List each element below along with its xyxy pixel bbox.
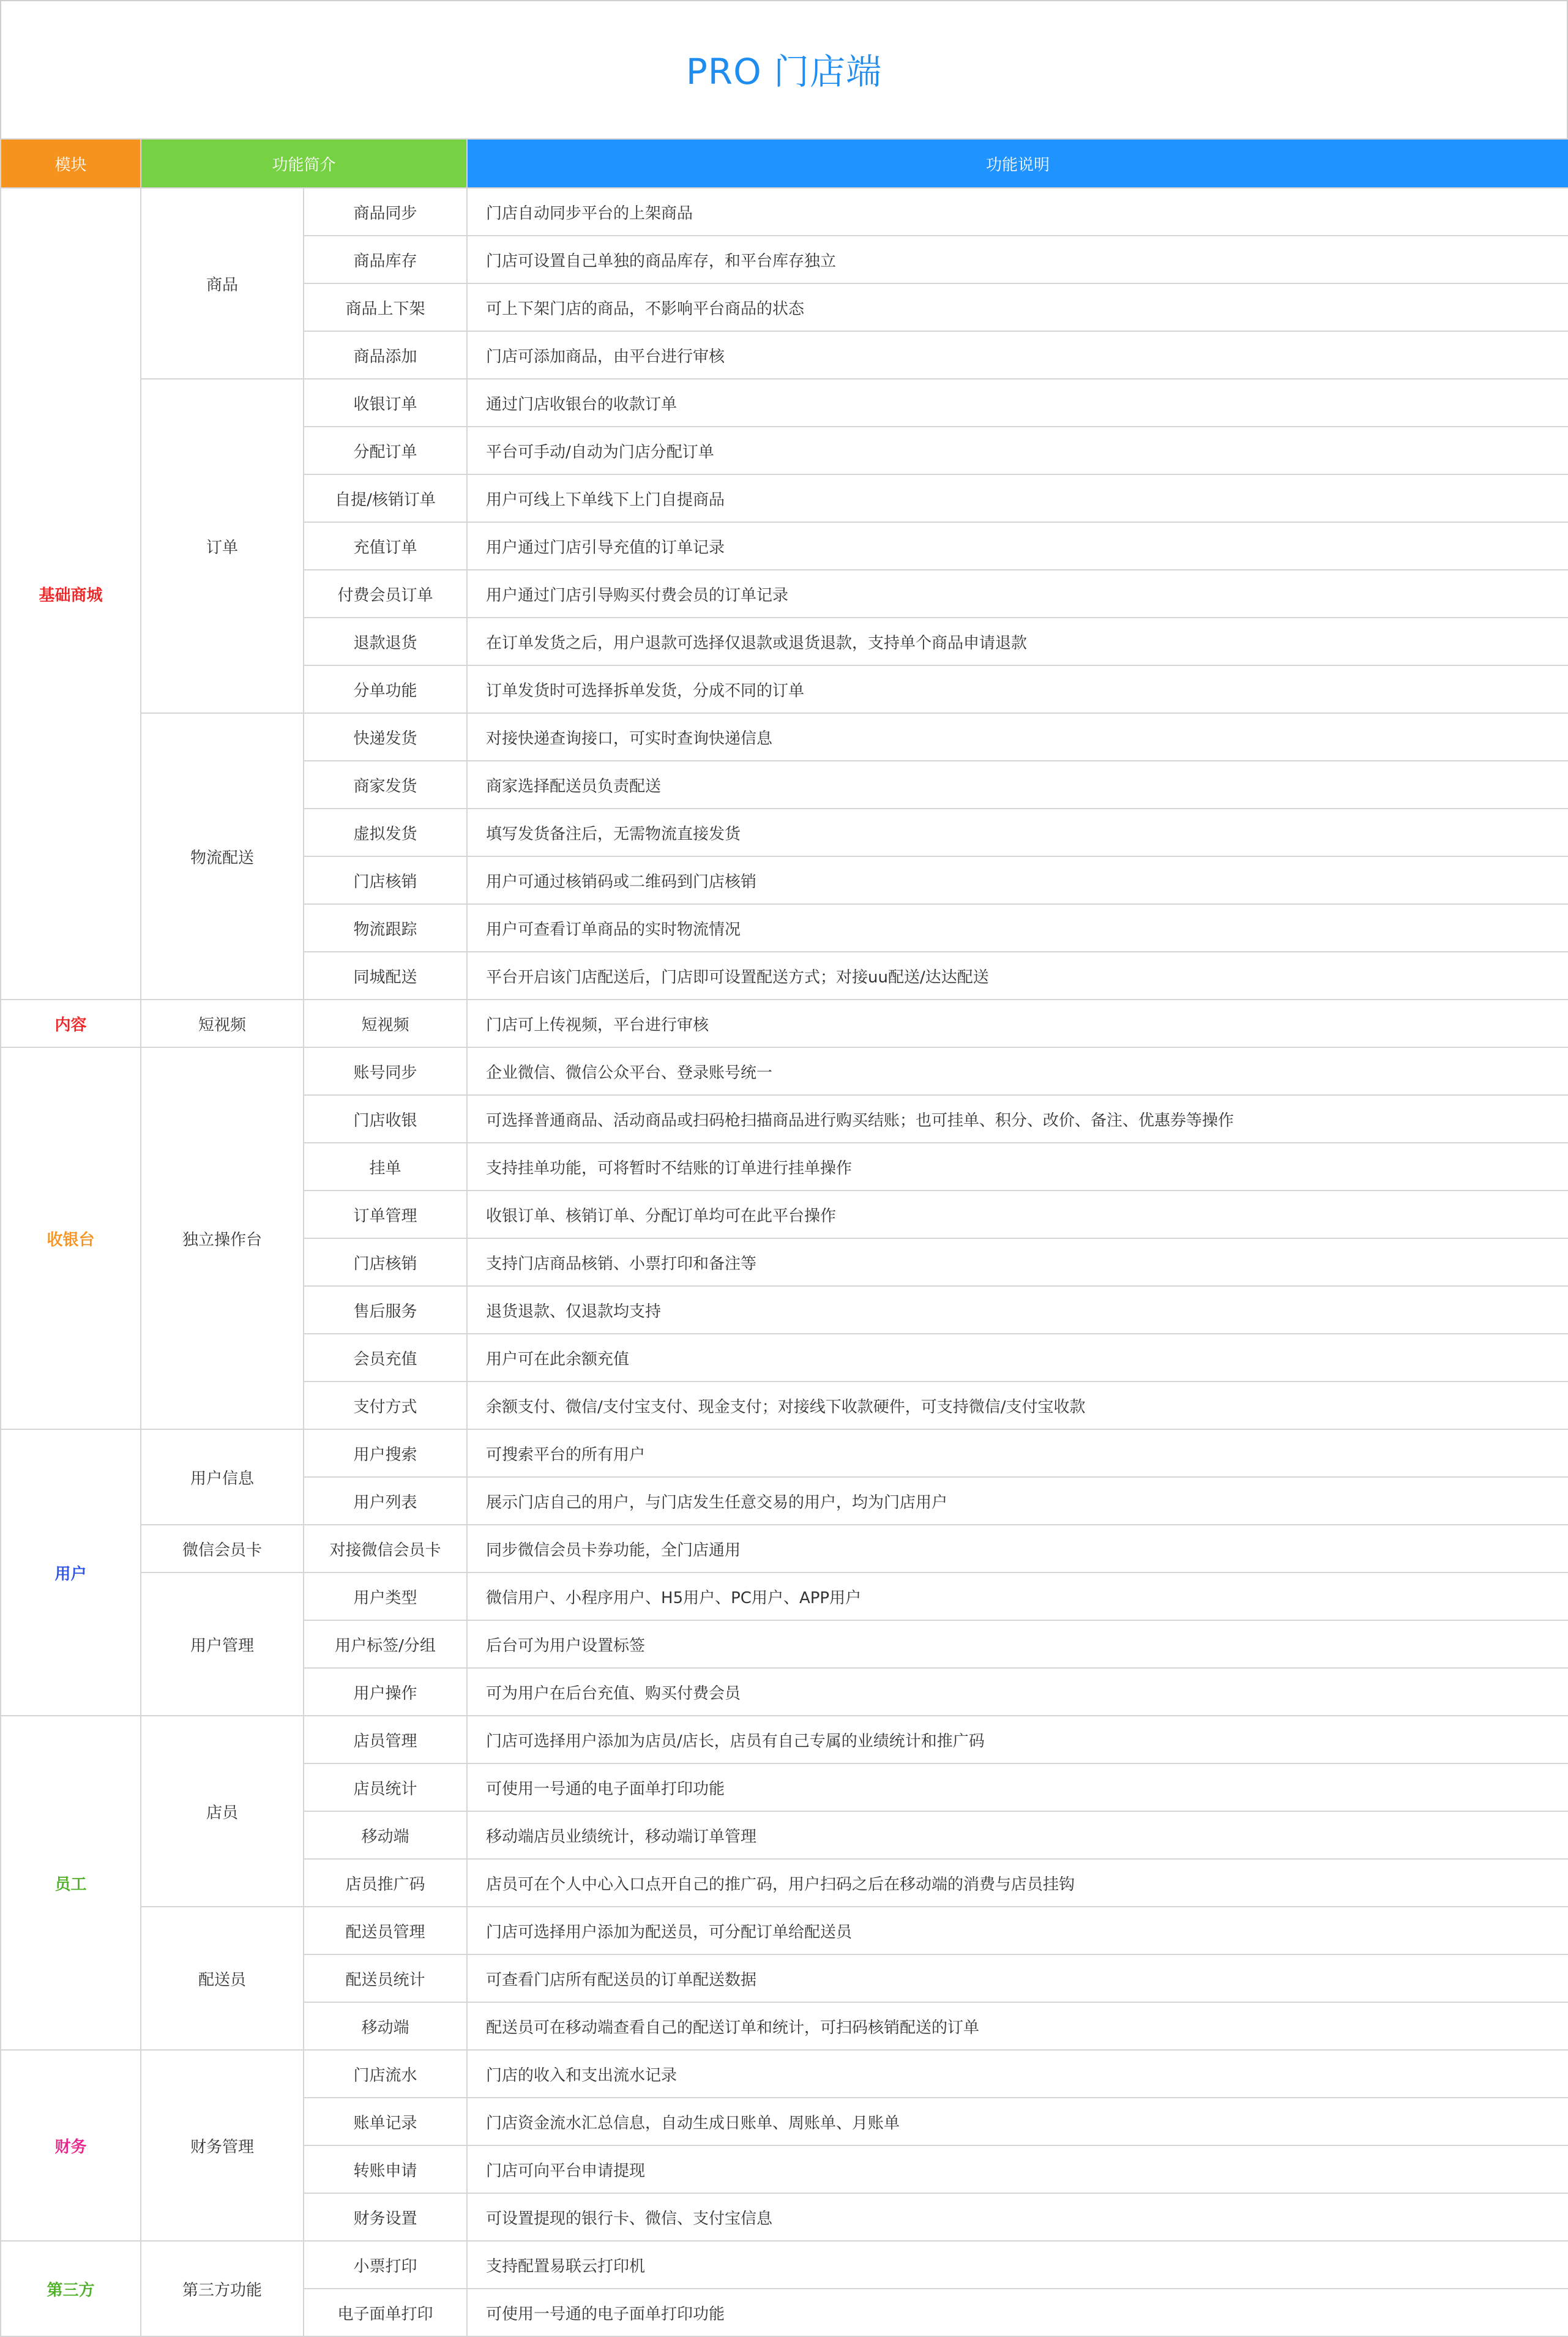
feature-cell: 移动端 xyxy=(304,1811,467,1859)
table-row xyxy=(1,1429,1568,1477)
module-cell: 用户 xyxy=(1,1429,141,1716)
feature-cell: 商品添加 xyxy=(304,331,467,379)
feature-cell: 店员统计 xyxy=(304,1763,467,1811)
description-cell: 同步微信会员卡券功能，全门店通用 xyxy=(467,1525,1568,1572)
feature-cell: 用户标签/分组 xyxy=(304,1620,467,1668)
feature-cell: 挂单 xyxy=(304,1143,467,1191)
table-row xyxy=(1,713,1568,761)
header-module: 模块 xyxy=(1,139,141,188)
description-cell: 门店可选择用户添加为店员/店长，店员有自己专属的业绩统计和推广码 xyxy=(467,1716,1568,1763)
feature-cell: 门店流水 xyxy=(304,2050,467,2098)
feature-cell: 同城配送 xyxy=(304,952,467,1000)
feature-cell: 财务设置 xyxy=(304,2193,467,2241)
feature-cell: 充值订单 xyxy=(304,522,467,570)
header-brief: 功能简介 xyxy=(141,139,467,188)
feature-cell: 用户列表 xyxy=(304,1477,467,1525)
feature-cell: 短视频 xyxy=(304,1000,467,1047)
module-cell: 内容 xyxy=(1,1000,141,1047)
category-cell: 短视频 xyxy=(141,1000,304,1047)
category-cell: 配送员 xyxy=(141,1907,304,2050)
description-cell: 门店的收入和支出流水记录 xyxy=(467,2050,1568,2098)
module-cell: 财务 xyxy=(1,2050,141,2241)
description-cell: 用户可在此余额充值 xyxy=(467,1334,1568,1382)
category-cell: 用户信息 xyxy=(141,1429,304,1525)
description-cell: 可使用一号通的电子面单打印功能 xyxy=(467,2289,1568,2336)
feature-cell: 虚拟发货 xyxy=(304,809,467,856)
title-banner xyxy=(0,0,1568,138)
feature-cell: 付费会员订单 xyxy=(304,570,467,618)
table-header-row xyxy=(1,139,1568,188)
module-cell: 第三方 xyxy=(1,2241,141,2336)
feature-cell: 用户类型 xyxy=(304,1572,467,1620)
table-row xyxy=(1,2050,1568,2098)
feature-cell: 转账申请 xyxy=(304,2145,467,2193)
category-cell: 商品 xyxy=(141,188,304,379)
description-cell: 收银订单、核销订单、分配订单均可在此平台操作 xyxy=(467,1191,1568,1238)
description-cell: 可使用一号通的电子面单打印功能 xyxy=(467,1763,1568,1811)
description-cell: 在订单发货之后，用户退款可选择仅退款或退货退款，支持单个商品申请退款 xyxy=(467,618,1568,665)
description-cell: 门店可向平台申请提现 xyxy=(467,2145,1568,2193)
category-cell: 第三方功能 xyxy=(141,2241,304,2336)
description-cell: 余额支付、微信/支付宝支付、现金支付；对接线下收款硬件，可支持微信/支付宝收款 xyxy=(467,1382,1568,1429)
feature-table xyxy=(0,138,1568,2337)
feature-cell: 分单功能 xyxy=(304,665,467,713)
description-cell: 移动端店员业绩统计，移动端订单管理 xyxy=(467,1811,1568,1859)
module-cell: 基础商城 xyxy=(1,188,141,1000)
description-cell: 支持挂单功能，可将暂时不结账的订单进行挂单操作 xyxy=(467,1143,1568,1191)
feature-cell: 售后服务 xyxy=(304,1286,467,1334)
feature-cell: 用户操作 xyxy=(304,1668,467,1716)
feature-cell: 分配订单 xyxy=(304,427,467,474)
category-cell: 物流配送 xyxy=(141,713,304,1000)
module-cell: 员工 xyxy=(1,1716,141,2050)
table-row xyxy=(1,1000,1568,1047)
table-row xyxy=(1,2241,1568,2289)
description-cell: 对接快递查询接口，可实时查询快递信息 xyxy=(467,713,1568,761)
feature-cell: 快递发货 xyxy=(304,713,467,761)
description-cell: 可为用户在后台充值、购买付费会员 xyxy=(467,1668,1568,1716)
feature-cell: 小票打印 xyxy=(304,2241,467,2289)
table-row xyxy=(1,1907,1568,1954)
header-desc: 功能说明 xyxy=(467,139,1568,188)
feature-cell: 商家发货 xyxy=(304,761,467,809)
description-cell: 展示门店自己的用户，与门店发生任意交易的用户，均为门店用户 xyxy=(467,1477,1568,1525)
description-cell: 平台可手动/自动为门店分配订单 xyxy=(467,427,1568,474)
description-cell: 门店可添加商品，由平台进行审核 xyxy=(467,331,1568,379)
description-cell: 配送员可在移动端查看自己的配送订单和统计，可扫码核销配送的订单 xyxy=(467,2002,1568,2050)
description-cell: 商家选择配送员负责配送 xyxy=(467,761,1568,809)
description-cell: 用户可线上下单线下上门自提商品 xyxy=(467,474,1568,522)
description-cell: 微信用户、小程序用户、H5用户、PC用户、APP用户 xyxy=(467,1572,1568,1620)
description-cell: 平台开启该门店配送后，门店即可设置配送方式；对接uu配送/达达配送 xyxy=(467,952,1568,1000)
feature-cell: 支付方式 xyxy=(304,1382,467,1429)
description-cell: 门店可上传视频，平台进行审核 xyxy=(467,1000,1568,1047)
description-cell: 门店可选择用户添加为配送员，可分配订单给配送员 xyxy=(467,1907,1568,1954)
table-row xyxy=(1,1525,1568,1572)
category-cell: 用户管理 xyxy=(141,1572,304,1716)
category-cell: 财务管理 xyxy=(141,2050,304,2241)
description-cell: 可选择普通商品、活动商品或扫码枪扫描商品进行购买结账；也可挂单、积分、改价、备注、优惠券等操作 xyxy=(467,1095,1568,1143)
description-cell: 门店自动同步平台的上架商品 xyxy=(467,188,1568,236)
feature-cell: 账号同步 xyxy=(304,1047,467,1095)
feature-cell: 商品同步 xyxy=(304,188,467,236)
feature-cell: 物流跟踪 xyxy=(304,904,467,952)
description-cell: 后台可为用户设置标签 xyxy=(467,1620,1568,1668)
description-cell: 支持门店商品核销、小票打印和备注等 xyxy=(467,1238,1568,1286)
description-cell: 可设置提现的银行卡、微信、支付宝信息 xyxy=(467,2193,1568,2241)
table-body xyxy=(1,188,1568,2336)
feature-cell: 退款退货 xyxy=(304,618,467,665)
feature-cell: 会员充值 xyxy=(304,1334,467,1382)
category-cell: 订单 xyxy=(141,379,304,713)
description-cell: 退货退款、仅退款均支持 xyxy=(467,1286,1568,1334)
description-cell: 门店资金流水汇总信息，自动生成日账单、周账单、月账单 xyxy=(467,2098,1568,2145)
description-cell: 用户可查看订单商品的实时物流情况 xyxy=(467,904,1568,952)
feature-cell: 店员推广码 xyxy=(304,1859,467,1907)
description-cell: 企业微信、微信公众平台、登录账号统一 xyxy=(467,1047,1568,1095)
feature-cell: 电子面单打印 xyxy=(304,2289,467,2336)
table-row xyxy=(1,379,1568,427)
description-cell: 门店可设置自己单独的商品库存，和平台库存独立 xyxy=(467,236,1568,283)
feature-cell: 门店收银 xyxy=(304,1095,467,1143)
feature-cell: 账单记录 xyxy=(304,2098,467,2145)
feature-cell: 商品库存 xyxy=(304,236,467,283)
page-title: PRO 门店端 xyxy=(685,51,883,92)
description-cell: 用户通过门店引导购买付费会员的订单记录 xyxy=(467,570,1568,618)
feature-cell: 自提/核销订单 xyxy=(304,474,467,522)
description-cell: 店员可在个人中心入口点开自己的推广码，用户扫码之后在移动端的消费与店员挂钩 xyxy=(467,1859,1568,1907)
feature-cell: 配送员统计 xyxy=(304,1954,467,2002)
description-cell: 用户通过门店引导充值的订单记录 xyxy=(467,522,1568,570)
category-cell: 微信会员卡 xyxy=(141,1525,304,1572)
table-row xyxy=(1,1047,1568,1095)
description-cell: 通过门店收银台的收款订单 xyxy=(467,379,1568,427)
feature-cell: 门店核销 xyxy=(304,856,467,904)
feature-cell: 收银订单 xyxy=(304,379,467,427)
description-cell: 用户可通过核销码或二维码到门店核销 xyxy=(467,856,1568,904)
feature-cell: 订单管理 xyxy=(304,1191,467,1238)
feature-cell: 配送员管理 xyxy=(304,1907,467,1954)
feature-cell: 用户搜索 xyxy=(304,1429,467,1477)
table-row xyxy=(1,188,1568,236)
category-cell: 独立操作台 xyxy=(141,1047,304,1429)
category-cell: 店员 xyxy=(141,1716,304,1907)
table-row xyxy=(1,1572,1568,1620)
description-cell: 可查看门店所有配送员的订单配送数据 xyxy=(467,1954,1568,2002)
description-cell: 可上下架门店的商品，不影响平台商品的状态 xyxy=(467,283,1568,331)
feature-cell: 商品上下架 xyxy=(304,283,467,331)
table-row xyxy=(1,1716,1568,1763)
description-cell: 填写发货备注后，无需物流直接发货 xyxy=(467,809,1568,856)
feature-cell: 店员管理 xyxy=(304,1716,467,1763)
description-cell: 支持配置易联云打印机 xyxy=(467,2241,1568,2289)
feature-cell: 对接微信会员卡 xyxy=(304,1525,467,1572)
feature-cell: 移动端 xyxy=(304,2002,467,2050)
module-cell: 收银台 xyxy=(1,1047,141,1429)
feature-cell: 门店核销 xyxy=(304,1238,467,1286)
description-cell: 可搜索平台的所有用户 xyxy=(467,1429,1568,1477)
description-cell: 订单发货时可选择拆单发货，分成不同的订单 xyxy=(467,665,1568,713)
